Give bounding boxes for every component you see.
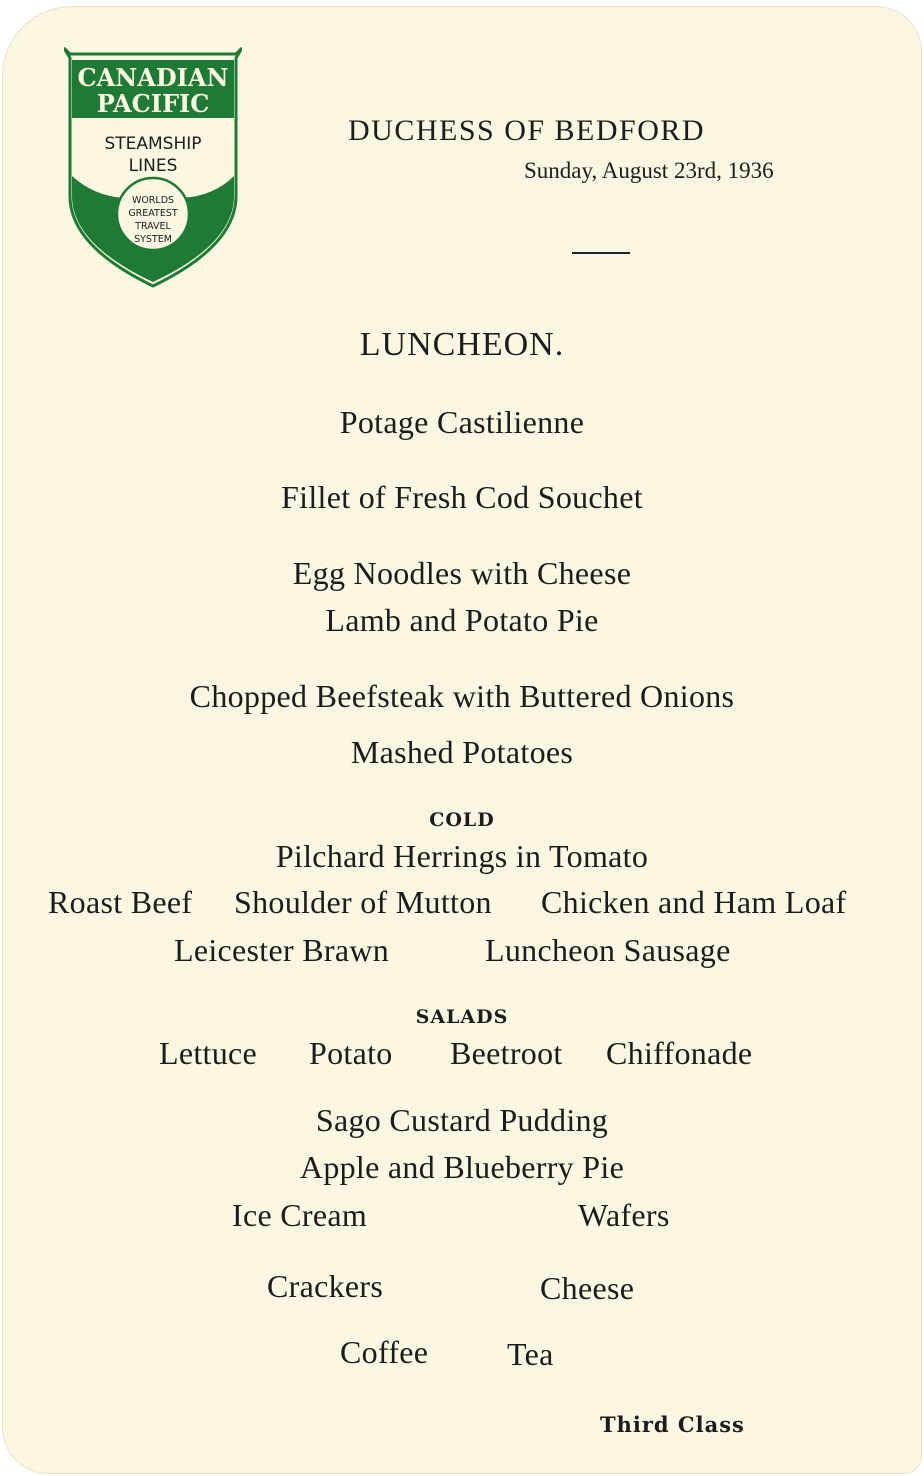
salads-heading: SALADS xyxy=(415,1006,509,1028)
cold-item-mutton: Shoulder of Mutton xyxy=(234,884,492,920)
seal-text-4: SYSTEM xyxy=(134,234,172,245)
class-label: Third Class xyxy=(600,1412,745,1437)
sweet-item-wafers: Wafers xyxy=(578,1197,670,1233)
logo-text-lines: LINES xyxy=(128,156,178,176)
sweet-item-ice-cream: Ice Cream xyxy=(232,1197,368,1233)
seal-text-2: GREATEST xyxy=(128,208,178,219)
entree-item-2: Lamb and Potato Pie xyxy=(325,602,599,638)
salad-item-beetroot: Beetroot xyxy=(450,1035,563,1071)
menu-date: Sunday, August 23rd, 1936 xyxy=(524,158,774,183)
potatoes-item: Mashed Potatoes xyxy=(350,734,574,770)
sweet-item-pie: Apple and Blueberry Pie xyxy=(299,1149,625,1185)
logo-text-canadian: CANADIAN xyxy=(77,63,229,92)
crackers-item: Crackers xyxy=(267,1268,384,1304)
cold-item-herrings: Pilchard Herrings in Tomato xyxy=(275,838,649,874)
salad-item-chiffonade: Chiffonade xyxy=(606,1035,753,1071)
fish-item: Fillet of Fresh Cod Souchet xyxy=(281,479,643,515)
ship-name: DUCHESS OF BEDFORD xyxy=(348,114,706,147)
cold-item-roast-beef: Roast Beef xyxy=(48,884,193,920)
logo-text-pacific: PACIFIC xyxy=(96,89,210,118)
salad-item-lettuce: Lettuce xyxy=(159,1035,258,1071)
soup-item: Potage Castilienne xyxy=(339,404,585,440)
seal-text-3: TRAVEL xyxy=(135,221,171,232)
seal-text-1: WORLDS xyxy=(131,195,175,206)
cold-item-sausage: Luncheon Sausage xyxy=(485,932,731,968)
cold-heading: COLD xyxy=(429,809,495,831)
canadian-pacific-logo xyxy=(64,46,242,290)
cold-item-chicken-ham: Chicken and Ham Loaf xyxy=(541,884,847,920)
meal-title: LUNCHEON. xyxy=(359,326,565,363)
grill-item: Chopped Beefsteak with Buttered Onions xyxy=(189,678,735,714)
salad-item-potato: Potato xyxy=(309,1035,393,1071)
header-divider xyxy=(572,252,630,254)
logo-text-steamship: STEAMSHIP xyxy=(104,134,202,154)
cold-item-brawn: Leicester Brawn xyxy=(174,932,390,968)
sweet-item-pudding: Sago Custard Pudding xyxy=(315,1102,609,1138)
cheese-item: Cheese xyxy=(540,1270,635,1306)
coffee-item: Coffee xyxy=(340,1334,429,1370)
entree-item-1: Egg Noodles with Cheese xyxy=(292,555,632,591)
tea-item: Tea xyxy=(507,1336,554,1372)
